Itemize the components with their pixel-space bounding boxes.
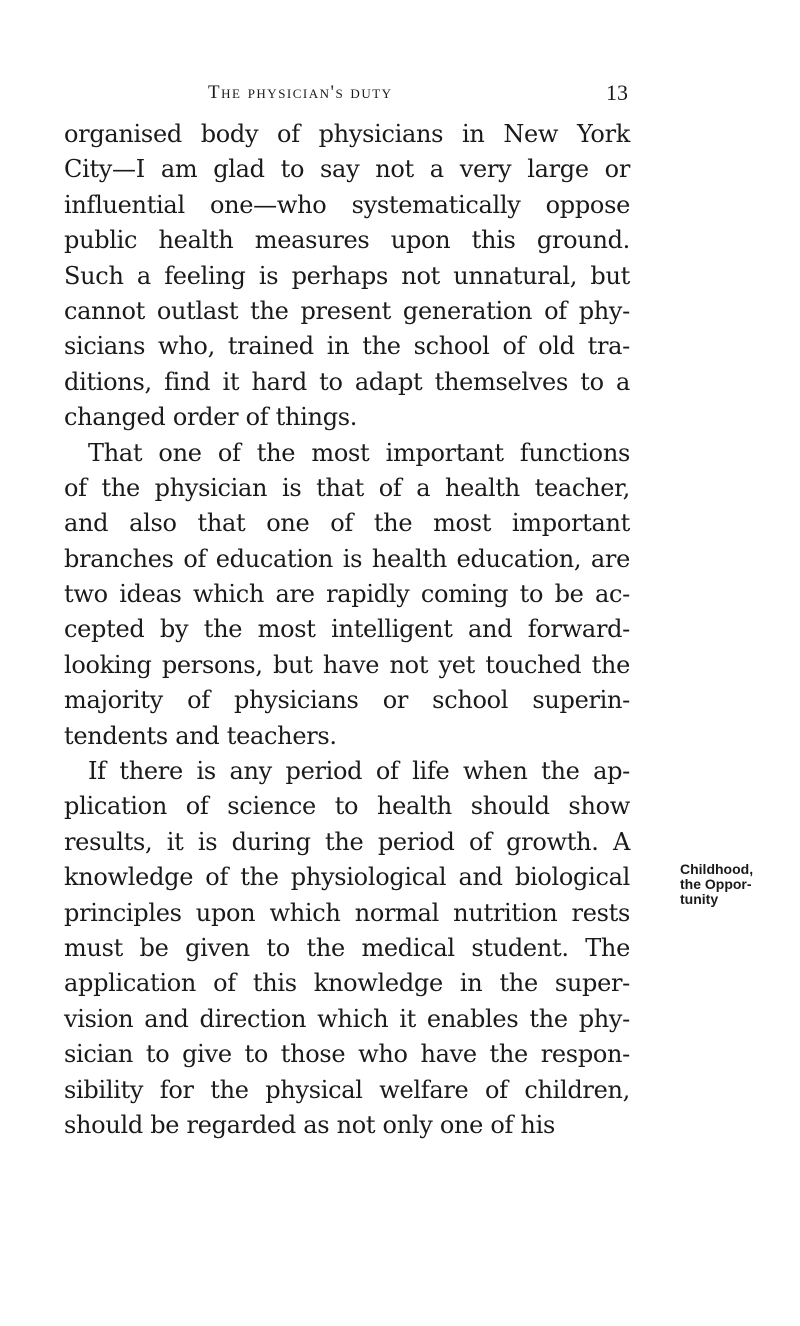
text-line: branches of education is health education, are <box>64 544 630 573</box>
running-head <box>208 82 628 112</box>
text-line: changed order of things. <box>64 403 358 432</box>
text-line: cannot outlast the present generation of phy- <box>64 296 630 325</box>
text-line: must be given to the medical student. The <box>64 933 630 962</box>
text-line: results, it is during the period of growth. A <box>64 827 630 856</box>
text-line: looking persons, but have not yet touched the <box>64 650 630 679</box>
text-line: sicians who, trained in the school of old tra- <box>64 332 630 361</box>
text-line: City—I am glad to say not a very large or <box>64 155 630 184</box>
text-line: plication of science to health should show <box>64 792 630 821</box>
paragraph-start-line: That one of the most important functions <box>88 438 630 467</box>
text-line: two ideas which are rapidly coming to be ac- <box>64 580 630 609</box>
text-line: sibility for the physical welfare of children, <box>64 1075 630 1104</box>
margin-note-line: the Oppor- <box>680 876 752 892</box>
text-line: tendents and teachers. <box>64 721 337 750</box>
text-line: application of this knowledge in the super- <box>64 969 630 998</box>
text-line: Such a feeling is perhaps not unnatural, but <box>64 261 630 290</box>
margin-note-line: Childhood, <box>680 861 754 877</box>
paragraph-start-line: If there is any period of life when the ap- <box>88 757 630 786</box>
text-line: cepted by the most intelligent and forward- <box>64 615 630 644</box>
text-line: public health measures upon this ground. <box>64 226 630 255</box>
text-line: should be regarded as not only one of his <box>64 1110 555 1139</box>
text-line: principles upon which normal nutrition rests <box>64 898 630 927</box>
page-number: 13 <box>606 80 628 105</box>
text-line: majority of physicians or school superin- <box>64 686 630 715</box>
running-title: The physician's duty <box>208 82 393 103</box>
text-line: vision and direction which it enables the phy- <box>64 1004 630 1033</box>
text-line: sician to give to those who have the respon- <box>64 1040 630 1069</box>
margin-note-line: tunity <box>680 891 719 907</box>
margin-note <box>680 862 798 907</box>
text-line: influential one—who systematically oppose <box>64 190 630 219</box>
text-line: knowledge of the physiological and biological <box>64 863 630 892</box>
text-line: and also that one of the most important <box>64 509 630 538</box>
text-line: organised body of physicians in New York <box>64 120 630 148</box>
body-text <box>64 117 630 1143</box>
text-line: ditions, find it hard to adapt themselves to a <box>64 367 630 396</box>
text-line: of the physician is that of a health teacher, <box>64 473 630 502</box>
